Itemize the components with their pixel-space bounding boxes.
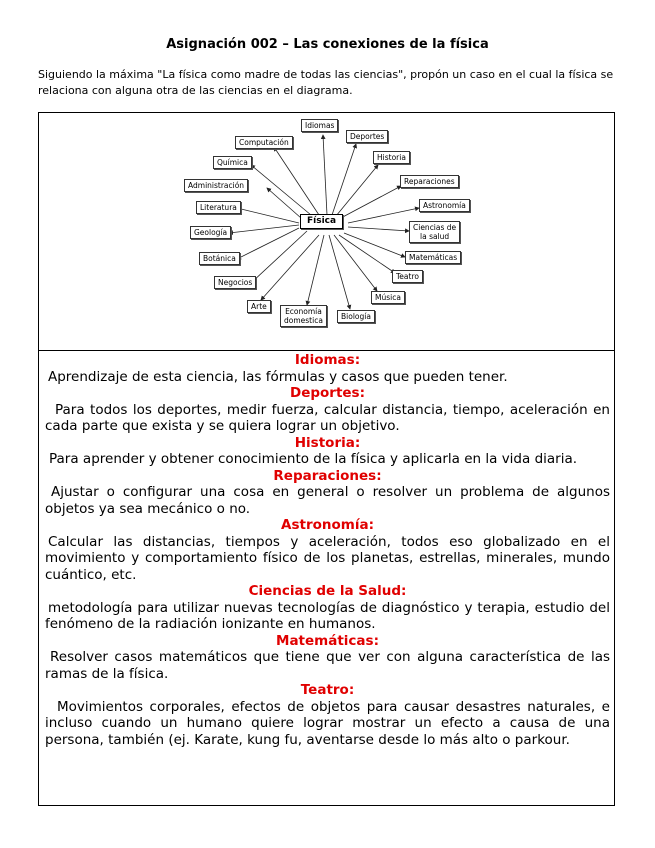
physics-connections-diagram: [39, 113, 614, 351]
section-reparaciones: [45, 468, 610, 518]
node-negocios: Negocios: [214, 276, 256, 289]
node-economia: [280, 305, 327, 327]
section-body: metodología para utilizar nuevas tecnologías de diagnóstico y terapia, estudio del fenómeno de la radiación ionizante en humanos.: [45, 599, 610, 632]
node-ciencias-salud-line1: Ciencias de: [413, 223, 457, 232]
arrow-idiomas: [323, 135, 327, 215]
document-title: Asignación 002 – Las conexiones de la física: [166, 37, 489, 52]
arrow-deportes: [332, 144, 356, 215]
node-deportes: Deportes: [346, 130, 388, 143]
section-deportes: [45, 385, 610, 435]
section-title: Matemáticas:: [276, 632, 379, 649]
arrow-geologia: [229, 225, 299, 233]
section-title: Teatro:: [300, 682, 355, 698]
arrow-botanica: [237, 228, 299, 259]
node-idiomas: Idiomas: [301, 119, 338, 132]
answer-sections: [45, 352, 610, 748]
section-body: Aprendizaje de esta ciencia, las fórmulas y casos que pueden tener.: [48, 368, 508, 385]
section-body: Resolver casos matemáticos que tiene que ver con alguna característica de las ramas de la física.: [45, 649, 610, 682]
node-economia-line1: Economía: [285, 307, 322, 316]
node-computacion: Computación: [235, 136, 293, 149]
section-title: Astronomía:: [281, 517, 374, 533]
node-teatro: Teatro: [392, 270, 423, 283]
section-historia: [45, 435, 610, 468]
section-body: Para aprender y obtener conocimiento de la física y aplicarla en la vida diaria.: [49, 451, 578, 467]
arrow-negocios: [251, 231, 307, 283]
section-body: Ajustar o configurar una cosa en general o resolver un problema de algunos objetos ya sea mecánico o no.: [45, 484, 610, 517]
node-arte: Arte: [247, 300, 271, 313]
section-title: Ciencias de la Salud:: [248, 583, 407, 599]
node-reparaciones: Reparaciones: [400, 175, 459, 188]
node-literatura: Literatura: [196, 201, 241, 214]
node-astronomia: Astronomía: [419, 199, 470, 212]
section-teatro: [45, 682, 610, 748]
node-biologia: Biología: [337, 310, 375, 323]
arrow-literatura: [237, 208, 299, 223]
section-astronomia: [45, 517, 610, 583]
arrow-teatro: [339, 235, 395, 273]
node-geologia: Geología: [190, 226, 231, 239]
node-botanica: Botánica: [199, 252, 240, 265]
section-body: Movimientos corporales, efectos de objetos para causar desastres naturales, e incluso cuando un humano quiere lograr mostrar un efecto a causa de una persona, también (ej. Karate, kung fu, aventarse desde lo más alto o parkour.: [45, 698, 610, 748]
node-administracion: Administración: [184, 179, 248, 192]
arrow-ciencias-salud: [348, 227, 409, 231]
node-matematicas: Matemáticas: [405, 251, 461, 264]
section-title: Idiomas:: [294, 352, 361, 368]
arrow-historia: [336, 165, 378, 216]
node-musica: Música: [371, 291, 405, 304]
section-body: Para todos los deportes, medir fuerza, calcular distancia, tiempo, aceleración en cada parte que exista y se quiera lograr un objetivo.: [45, 401, 610, 434]
section-body: Calcular las distancias, tiempos y aceleración, todos eso globalizado en el movimiento y comportamiento físico de los planetas, estrellas, minerales, mundo cuántico, etc.: [45, 533, 610, 583]
node-ciencias-salud-line2: la salud: [420, 232, 450, 241]
node-historia: Historia: [373, 151, 410, 164]
answer-frame: [38, 112, 615, 806]
center-node-fisica: Física: [300, 214, 343, 229]
node-ciencias-salud: [409, 221, 460, 243]
section-matematicas: [45, 633, 610, 683]
arrow-biologia: [329, 235, 350, 309]
node-quimica: Química: [213, 156, 252, 169]
assignment-instructions: Siguiendo la máxima "La física como madre de todas las ciencias", propón un caso en el cual la física se relaciona con alguna otra de las ciencias en el diagrama.: [38, 68, 614, 97]
section-title: Reparaciones:: [273, 467, 382, 484]
section-ciencias-salud: [45, 583, 610, 633]
section-title: Deportes:: [289, 385, 365, 401]
section-idiomas: [45, 352, 610, 385]
node-economia-line2: domestica: [284, 316, 323, 325]
section-title: Historia:: [294, 434, 361, 451]
arrow-computacion: [274, 147, 319, 215]
